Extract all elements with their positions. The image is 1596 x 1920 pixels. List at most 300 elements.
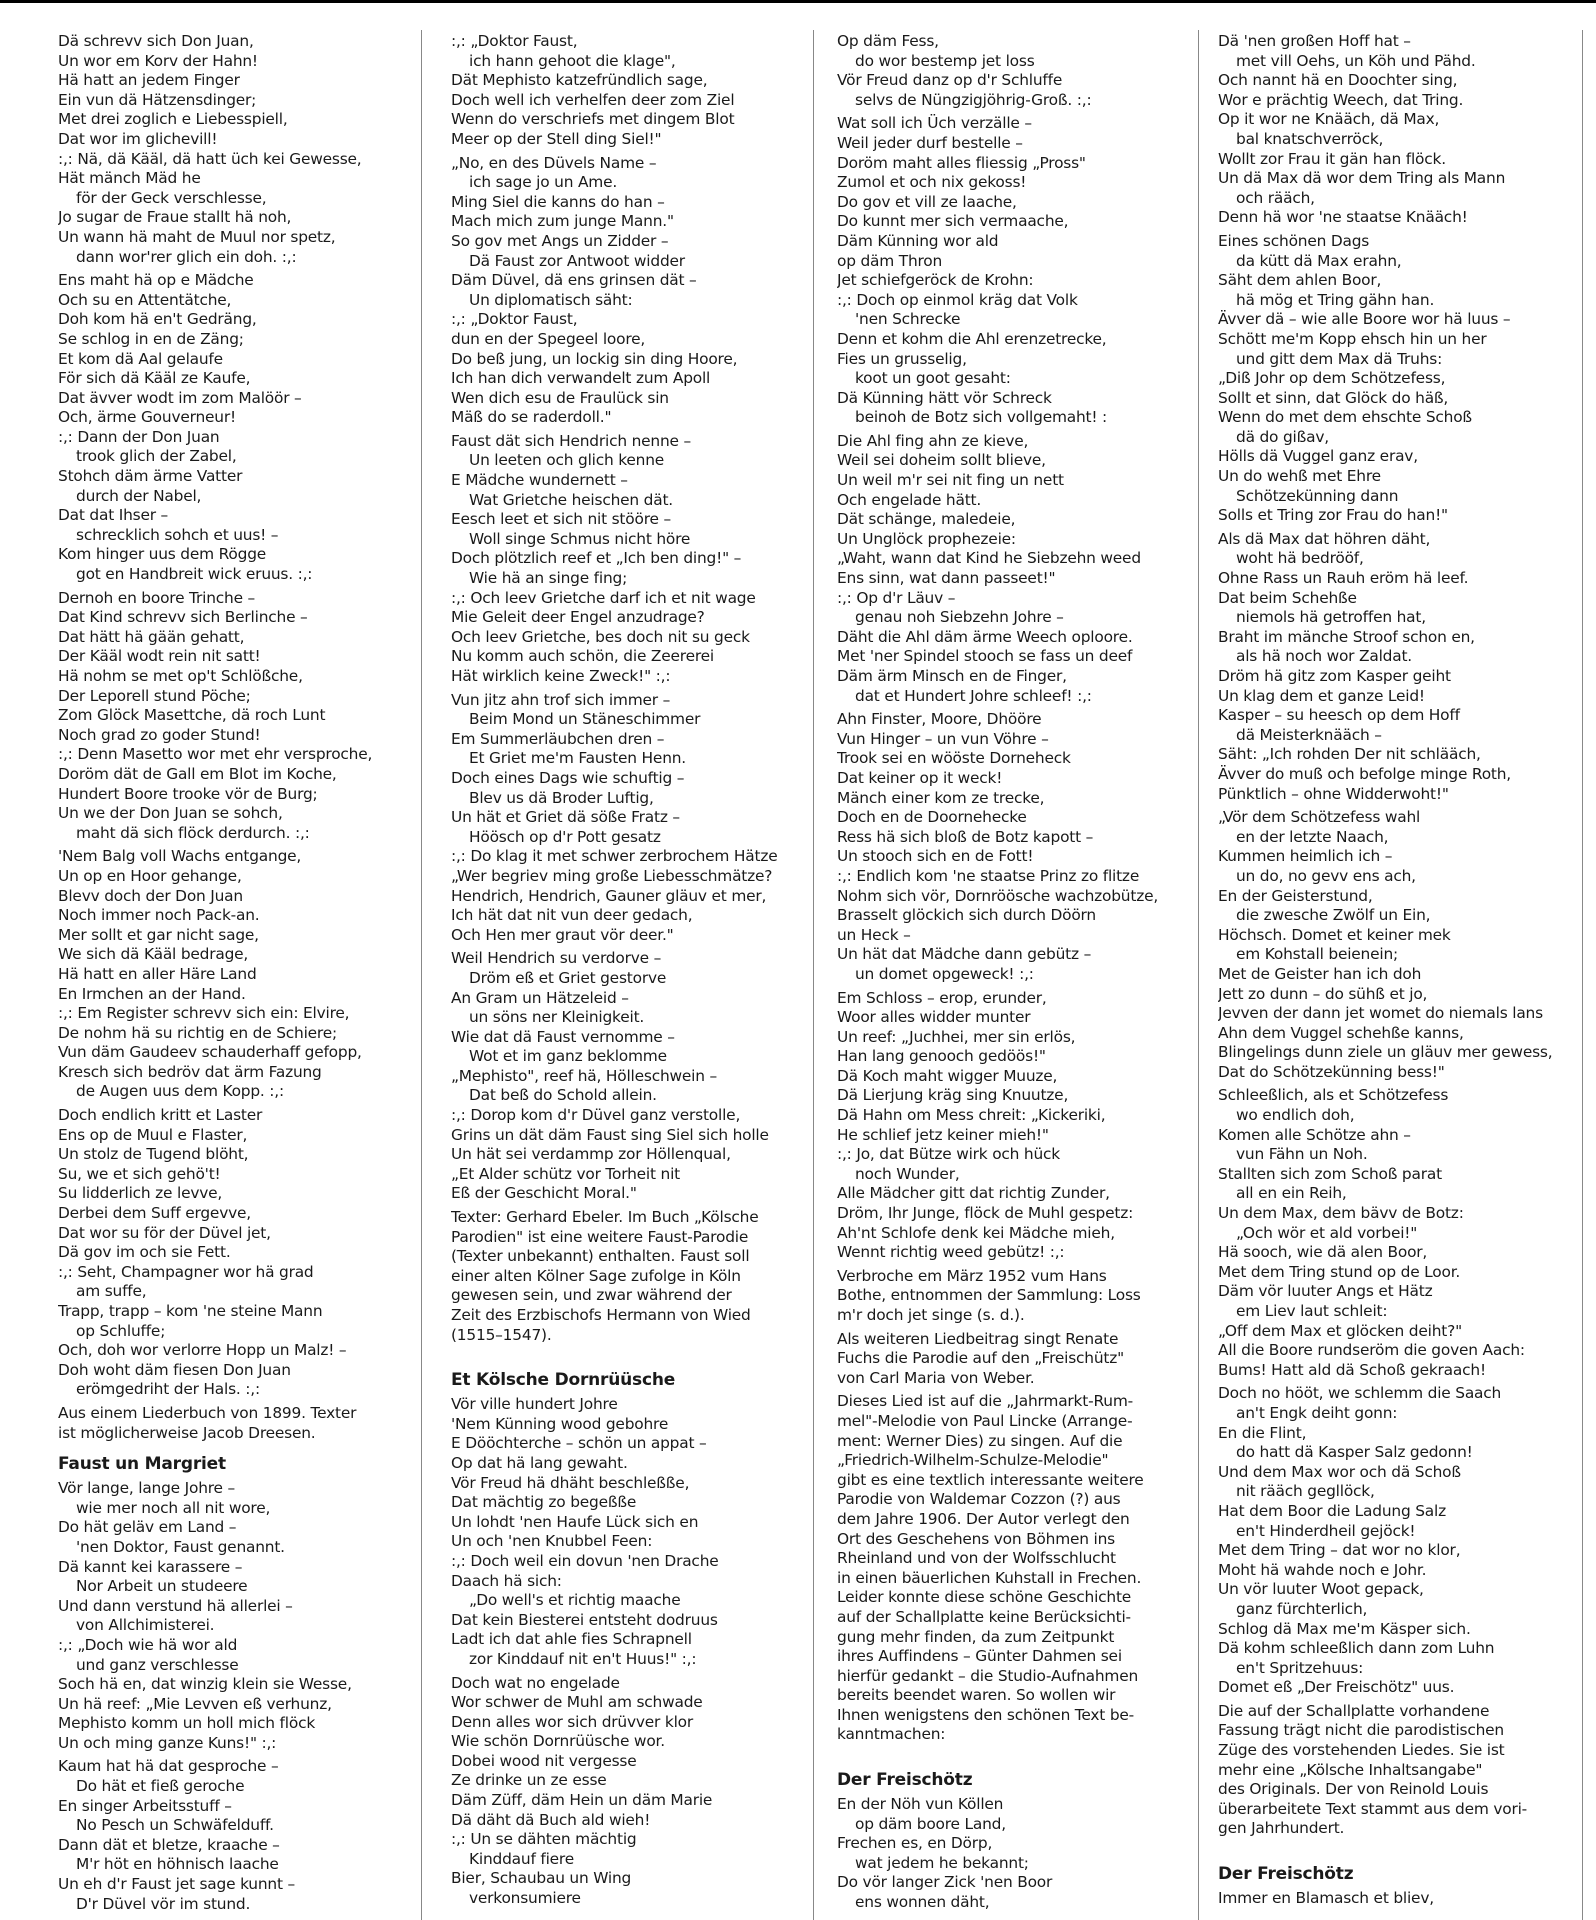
verse-line: Un op en Hoor gehange, (58, 866, 242, 885)
verse-line: Met de Geister han ich doh (1218, 964, 1422, 983)
verse-line: Mäß do se raderdoll." (451, 408, 612, 427)
prose-line: hierfür gedankt – die Studio-Aufnahmen (837, 1666, 1139, 1685)
verse-line: Däm Düvel, dä ens grinsen dät – (451, 271, 697, 290)
verse-line: Ming Siel die kanns do han – (451, 192, 665, 211)
verse-line: un do, no gevv ens ach, (1236, 866, 1416, 885)
verse-line: Un wann hä maht de Muul nor spetz, (58, 227, 336, 246)
verse-line: Beim Mond un Stäneschimmer (469, 710, 701, 729)
prose-line: ment: Werner Dies) zu singen. Auf die (837, 1431, 1123, 1450)
verse-line: Doröm maht alles fliessig „Pross" (837, 153, 1086, 172)
verse-line: Un Unglöck prophezeie: (837, 529, 1016, 548)
verse-line: Un och 'nen Knubbel Feen: (451, 1532, 653, 1551)
verse-line: Mänch einer kom ze trecke, (837, 788, 1045, 807)
verse-line: Dä däht dä Buch ald wieh! (451, 1810, 651, 1829)
verse-line: Dernoh en boore Trinche – (58, 588, 256, 607)
prose-line: in einen bäuerlichen Kuhstall in Frechen. (837, 1568, 1142, 1587)
verse-stanza (1218, 1384, 1558, 1698)
verse-line: Hölls dä Vuggel ganz erav, (1218, 447, 1418, 466)
verse-stanza (1218, 530, 1558, 804)
verse-line: Doch no hööt, we schlemm die Saach (1218, 1384, 1502, 1403)
verse-line: Meer op der Stell ding Siel!" (451, 129, 662, 148)
verse-line: Un stolz de Tugend blöht, (58, 1145, 249, 1164)
verse-line: Och, doh wor verlorre Hopp un Malz! – (58, 1341, 347, 1360)
verse-line: do wor bestemp jet loss (855, 51, 1035, 70)
prose-line: Ihnen wenigstens den schönen Text be- (837, 1705, 1135, 1724)
verse-line: Und dann verstund hä allerlei – (58, 1596, 293, 1615)
verse-line: Jo sugar de Fraue stallt hä noh, (58, 208, 292, 227)
prose-line: kanntmachen: (837, 1725, 946, 1744)
verse-line: Un wor em Korv der Hahn! (58, 51, 258, 70)
verse-line: Brasselt glöckich sich durch Döörn (837, 906, 1096, 925)
verse-line: Dä Hahn om Mess chreit: „Kickeriki, (837, 1106, 1106, 1125)
verse-line: Wot et im ganz beklomme (469, 1047, 667, 1066)
verse-line: E Mädche wundernett – (451, 471, 628, 490)
prose-line: ist möglicherweise Jacob Dreesen. (58, 1423, 316, 1442)
verse-line: Em Schloss – erop, erunder, (837, 988, 1047, 1007)
verse-line: trook glich der Zabel, (76, 447, 237, 466)
verse-line: zor Kinddauf nit en't Huus!" :,: (469, 1649, 697, 1668)
verse-line: Kasper – su heesch op dem Hoff (1218, 706, 1460, 725)
prose-line: Ort des Geschehens von Böhmen ins (837, 1529, 1115, 1548)
verse-line: Mach mich zum junge Mann." (451, 212, 674, 231)
verse-line: noch Wunder, (855, 1164, 960, 1183)
verse-line: Blevv doch der Don Juan (58, 886, 243, 905)
prose-line: Dieses Lied ist auf die „Jahrmarkt-Rum- (837, 1392, 1133, 1411)
verse-line: Ävver dä – wie alle Boore wor hä luus – (1218, 310, 1511, 329)
prose-line: Verbroche em März 1952 vum Hans (837, 1266, 1107, 1285)
verse-line: Un vör luuter Woot gepack, (1218, 1580, 1424, 1599)
verse-line: Doch well ich verhelfen deer zom Ziel (451, 90, 735, 109)
verse-line: Ein vun dä Hätzensdinger; (58, 90, 257, 109)
verse-line: Ress hä sich bloß de Botz kapott – (837, 827, 1094, 846)
verse-line: Un dä Max dä wor dem Tring als Mann (1218, 169, 1506, 188)
verse-line: 'Nem Balg voll Wachs entgange, (58, 847, 302, 866)
verse-line: :,: Jo, dat Bütze wirk och hück (837, 1145, 1061, 1164)
verse-line: Solls et Tring zor Frau do han!" (1218, 506, 1448, 525)
verse-line: Ävver do muß och befolge minge Roth, (1218, 764, 1511, 783)
verse-line: Un och ming ganze Kuns!" :,: (58, 1733, 277, 1752)
verse-line: Braht im mänche Stroof schon en, (1218, 627, 1475, 646)
verse-line: op däm boore Land, (855, 1814, 1006, 1833)
verse-line: Vör Freud hä dhäht beschleßße, (451, 1473, 690, 1492)
verse-line: D'r Düvel vör im stund. (76, 1894, 251, 1913)
verse-line: Dat beß do Schold allein. (469, 1086, 657, 1105)
verse-line: Un reef: „Juchhei, mer sin erlös, (837, 1027, 1076, 1046)
verse-line: Und dem Max wor och dä Schoß (1218, 1462, 1461, 1481)
verse-line: got en Handbreit wick eruus. :,: (76, 565, 313, 584)
verse-line: Eß der Geschicht Moral." (451, 1184, 637, 1203)
verse-line: ens wonnen däht, (855, 1893, 990, 1912)
verse-line: Däm Züff, däm Hein un däm Marie (451, 1791, 713, 1810)
verse-line: En singer Arbeitsstuff – (58, 1796, 232, 1815)
prose-line: (1515–1547). (451, 1325, 552, 1344)
verse-line: Wennt richtig weed gebütz! :,: (837, 1243, 1065, 1262)
verse-line: Dä Künning hätt vör Schreck (837, 388, 1052, 407)
prose-line: auf der Schallplatte keine Berücksichti- (837, 1607, 1131, 1626)
verse-line: Hä hatt an jedem Finger (58, 71, 240, 90)
verse-line: und gitt dem Max dä Truhs: (1236, 349, 1443, 368)
verse-line: För sich dä Kääl ze Kaufe, (58, 369, 251, 388)
verse-stanza (837, 32, 1177, 110)
prose-note (1218, 1702, 1558, 1839)
verse-line: Se schlog in en de Zäng; (58, 329, 244, 348)
verse-line: nit rääch gegllöck, (1236, 1482, 1375, 1501)
verse-line: E Dööchterche – schön un appat – (451, 1434, 707, 1453)
verse-line: da kütt dä Max erahn, (1236, 251, 1402, 270)
verse-stanza (58, 1106, 398, 1400)
verse-line: Och Hen mer graut vör deer." (451, 925, 674, 944)
verse-stanza (451, 1674, 791, 1909)
verse-stanza (1218, 232, 1558, 526)
verse-line: Dat kein Biesterei entsteht dodruus (451, 1610, 718, 1629)
verse-line: Hä sooch, wie dä alen Boor, (1218, 1243, 1428, 1262)
verse-line: Dä Faust zor Antwoot widder (469, 251, 685, 270)
prose-line: Züge des vorstehenden Liedes. Sie ist (1218, 1741, 1505, 1760)
prose-line: Parodie von Waldemar Cozzon (?) aus (837, 1490, 1121, 1509)
verse-line: Denn alles wor sich drüvver klor (451, 1712, 693, 1731)
verse-line: Vör lange, lange Johre – (58, 1479, 236, 1498)
verse-line: Denn hä wor 'ne staatse Knääch! (1218, 208, 1468, 227)
verse-line: Dröm, Ihr Junge, flöck de Muhl gespetz: (837, 1204, 1134, 1223)
verse-line: Dä 'nen großen Hoff hat – (1218, 32, 1411, 50)
verse-line: bal knatschverröck, (1236, 129, 1384, 148)
verse-line: Kom hinger uus dem Rögge (58, 545, 267, 564)
verse-line: :,: „Doch wie hä wor ald (58, 1635, 238, 1654)
verse-line: Dat beim Schehße (1218, 588, 1357, 607)
verse-line: Un weil m'r sei nit fing un nett (837, 471, 1064, 490)
section-heading: Et Kölsche Dornrüüsche (451, 1370, 676, 1391)
prose-line: des Originals. Der von Reinold Louis (1218, 1780, 1489, 1799)
verse-line: :,: Do klag it met schwer zerbrochem Hätze (451, 847, 778, 866)
verse-line: Ich han dich verwandelt zum Apoll (451, 369, 711, 388)
verse-stanza (837, 1795, 1177, 1913)
section-heading: Der Freischötz (1218, 1864, 1354, 1885)
verse-line: Hät wirklich keine Zweck!" :,: (451, 667, 671, 685)
verse-line: :,: Doch weil ein dovun 'nen Drache (451, 1551, 719, 1570)
verse-line: Die Ahl fing ahn ze kieve, (837, 431, 1029, 450)
verse-line: Höchsch. Domet et keiner mek (1218, 925, 1451, 944)
verse-line: Dat keiner op it weck! (837, 768, 1003, 787)
verse-line: Och su en Attentätche, (58, 290, 232, 309)
verse-line: Nor Arbeit un studeere (76, 1577, 248, 1596)
verse-line: Ahn dem Vuggel schehße kanns, (1218, 1023, 1464, 1042)
verse-line: en der letzte Naach, (1236, 827, 1389, 846)
verse-line: Vun jitz ahn trof sich immer – (451, 690, 671, 709)
verse-line: Ens op de Muul e Flaster, (58, 1125, 248, 1144)
verse-stanza (58, 847, 398, 1102)
verse-stanza (1218, 32, 1558, 228)
verse-line: Un stooch sich en de Fott! (837, 847, 1034, 866)
verse-line: wie mer noch all nit wore, (76, 1498, 271, 1517)
verse-line: als hä noch wor Zaldat. (1236, 647, 1412, 666)
verse-line: „Vör dem Schötzefess wahl (1218, 808, 1421, 827)
verse-line: „Och wör et ald vorbei!" (1236, 1223, 1418, 1242)
verse-line: Do gov et vill ze laache, (837, 192, 1017, 211)
verse-line: Dat dat Ihser – (58, 506, 169, 525)
verse-stanza (58, 1479, 398, 1753)
verse-stanza (451, 1395, 791, 1669)
verse-line: niemols hä getroffen hat, (1236, 608, 1426, 627)
verse-line: Dät schänge, maledeie, (837, 510, 1016, 529)
verse-line: Blingelings dunn ziele un gläuv mer gewess, (1218, 1043, 1553, 1062)
column-divider (1582, 30, 1583, 1920)
verse-line: Un leeten och glich kenne (469, 451, 665, 470)
verse-line: Ens sinn, wat dann passeet!" (837, 569, 1056, 588)
verse-line: dat et Hundert Johre schleef! :,: (855, 686, 1092, 705)
verse-line: ich hann gehoot die klage", (469, 51, 676, 70)
verse-line: Däm Künning wor ald (837, 231, 999, 250)
prose-line: Rheinland und von der Wolfsschlucht (837, 1549, 1116, 1568)
verse-line: dä do gißav, (1236, 427, 1329, 446)
prose-line: dem Jahre 1906. Der Autor verlegt den (837, 1509, 1130, 1528)
verse-line: Wat soll ich Üch verzälle – (837, 114, 1032, 133)
verse-line: Un hä reef: „Mie Levven eß verhunz, (58, 1694, 332, 1713)
verse-line: Wor schwer de Muhl am schwade (451, 1693, 703, 1712)
verse-line: Dröm eß et Griet gestorve (469, 968, 667, 987)
verse-line: Un diplomatisch säht: (469, 290, 633, 309)
verse-line: Höösch op d'r Pott gesatz (469, 827, 661, 846)
verse-line: Su, we et sich gehö't! (58, 1164, 221, 1183)
verse-line: No Pesch un Schwäfelduff. (76, 1816, 274, 1835)
verse-line: 'Nem Künning wood gebohre (451, 1414, 669, 1433)
verse-line: Och engelade hätt. (837, 490, 982, 509)
verse-line: Och nannt hä en Doochter sing, (1218, 71, 1458, 90)
verse-line: Bums! Hatt ald dä Schoß gekraach! (1218, 1360, 1486, 1379)
verse-stanza (837, 710, 1177, 984)
verse-line: He schlief jetz keiner mieh!" (837, 1125, 1049, 1144)
prose-line: gibt es eine textlich interessante weitere (837, 1470, 1144, 1489)
verse-line: :,: Op d'r Läuv – (837, 588, 956, 607)
verse-line: em Kohstall beienein; (1236, 945, 1399, 964)
verse-line: un domet opgeweck! :,: (855, 964, 1034, 983)
verse-line: Ens maht hä op e Mädche (58, 271, 254, 290)
verse-line: Als dä Max dat höhren däht, (1218, 529, 1431, 548)
verse-line: Doch plötzlich reef et „Ich ben ding!" – (451, 549, 742, 568)
prose-line: gen Jahrhundert. (1218, 1819, 1345, 1838)
prose-line: Die auf der Schallplatte vorhandene (1218, 1701, 1490, 1720)
prose-note (451, 1208, 791, 1345)
verse-line: Däm vör luuter Angs et Hätz (1218, 1282, 1433, 1301)
verse-stanza (451, 32, 791, 150)
verse-line: Un klag dem et ganze Leid! (1218, 686, 1425, 705)
verse-line: för der Geck verschlesse, (76, 188, 267, 207)
verse-line: Ohne Rass un Rauh eröm hä leef. (1218, 569, 1469, 588)
verse-line: Faust dät sich Hendrich nenne – (451, 431, 691, 450)
verse-line: An Gram un Hätzeleid – (451, 988, 629, 1007)
verse-line: Do kunnt mer sich vermaache, (837, 212, 1069, 231)
verse-line: Em Summerläubchen dren – (451, 729, 665, 748)
verse-line: Weil Hendrich su verdorve – (451, 949, 662, 968)
section-heading: Der Freischötz (837, 1770, 973, 1791)
verse-line: Su lidderlich ze levve, (58, 1184, 223, 1203)
verse-line: Der Kääl wodt rein nit satt! (58, 647, 261, 666)
verse-line: an't Engk deiht gonn: (1236, 1403, 1398, 1422)
verse-line: Pünktlich – ohne Widderwoht!" (1218, 784, 1449, 803)
text-column-3 (837, 32, 1177, 1918)
verse-line: Vör Freud danz op d'r Schluffe (837, 71, 1063, 90)
prose-note (837, 1267, 1177, 1326)
text-column-4 (1218, 32, 1558, 1918)
verse-line: Wenn do met dem ehschte Schoß (1218, 408, 1472, 427)
verse-line: Doch endlich kritt et Laster (58, 1106, 263, 1125)
verse-line: Komen alle Schötze ahn – (1218, 1125, 1411, 1144)
prose-line: gewesen sein, und zwar während der (451, 1286, 732, 1305)
verse-line: Vun Hinger – un vun Vöhre – (837, 729, 1049, 748)
column-divider (421, 30, 422, 1920)
verse-line: En Irmchen an der Hand. (58, 984, 246, 1003)
verse-line: Stallten sich zom Schoß parat (1218, 1164, 1442, 1183)
verse-line: Kummen heimlich ich – (1218, 847, 1393, 866)
prose-line: (Texter unbekannt) enthalten. Faust soll (451, 1247, 750, 1266)
verse-line: Jett zo dunn – do sühß et jo, (1218, 984, 1428, 1003)
verse-line: „Do well's et richtig maache (469, 1591, 681, 1610)
verse-line: Weil jeder durf bestelle – (837, 133, 1023, 152)
verse-line: En die Flint, (1218, 1423, 1307, 1442)
verse-line: Dobei wood nit vergesse (451, 1751, 637, 1770)
verse-line: Mie Geleit deer Engel anzudrage? (451, 608, 705, 627)
verse-line: verkonsumiere (469, 1889, 581, 1908)
verse-line: Et kom dä Aal gelaufe (58, 349, 223, 368)
verse-line: Denn et kohm die Ahl erenzetrecke, (837, 329, 1107, 348)
prose-line: „Friedrich-Wilhelm-Schulze-Melodie" (837, 1451, 1109, 1470)
verse-line: wo endlich doh, (1236, 1106, 1355, 1125)
verse-line: Met dem Tring stund op de Loor. (1218, 1262, 1461, 1281)
verse-line: met vill Oehs, un Köh und Pähd. (1236, 51, 1476, 70)
verse-line: Dä schrevv sich Don Juan, (58, 32, 254, 50)
verse-line: Dät Mephisto katzefründlich sage, (451, 71, 708, 90)
verse-line: :,: Endlich kom 'ne staatse Prinz zo flitze (837, 866, 1140, 885)
prose-line: Bothe, entnommen der Sammlung: Loss (837, 1286, 1141, 1305)
verse-line: Mer sollt et gar nicht sage, (58, 925, 259, 944)
verse-line: koot un goot gesaht: (855, 369, 1011, 388)
verse-line: Hä nohm se met op't Schlößche, (58, 667, 303, 685)
verse-line: Schleeßlich, als et Schötzefess (1218, 1086, 1449, 1105)
verse-line: Hendrich, Hendrich, Gauner gläuv et mer, (451, 886, 767, 905)
verse-line: en't Hinderdheil gejöck! (1236, 1521, 1416, 1540)
verse-line: Dat do Schötzekünning bess!" (1218, 1062, 1445, 1081)
verse-line: Do hät et fieß geroche (76, 1777, 245, 1796)
prose-line: mehr eine „Kölsche Inhaltsangabe" (1218, 1760, 1483, 1779)
verse-stanza (837, 432, 1177, 706)
verse-line: :,: Seht, Champagner wor hä grad (58, 1262, 314, 1281)
verse-line: Do hät geläv em Land – (58, 1518, 237, 1537)
verse-line: von Allchimisterei. (76, 1616, 215, 1635)
verse-stanza (837, 114, 1177, 428)
verse-line: erömgedriht der Hals. :,: (76, 1380, 260, 1399)
verse-line: och rääch, (1236, 188, 1315, 207)
verse-line: Jevven der dann jet womet do niemals lans (1218, 1004, 1543, 1023)
verse-stanza (1218, 1889, 1558, 1909)
text-column-2 (451, 32, 791, 1918)
verse-line: Dat hätt hä gään gehatt, (58, 627, 245, 646)
verse-line: Op dat hä lang gewaht. (451, 1453, 628, 1472)
verse-line: Wie schön Dornrüüsche wor. (451, 1732, 665, 1751)
column-divider (1198, 30, 1199, 1920)
verse-line: beinoh de Botz sich vollgemaht! : (855, 408, 1108, 427)
verse-line: Och, ärme Gouverneur! (58, 408, 236, 427)
verse-line: Wollt zor Frau it gän han flöck. (1218, 149, 1446, 168)
verse-line: „Off dem Max et glöcken deiht?" (1218, 1321, 1462, 1340)
prose-line: gung mehr finden, da zum Zeitpunkt (837, 1627, 1115, 1646)
verse-line: Wor e prächtig Weech, dat Tring. (1218, 90, 1464, 109)
verse-line: „Mephisto", reef hä, Hölleschwein – (451, 1066, 717, 1085)
verse-line: :,: Em Register schrevv sich ein: Elvire, (58, 1004, 350, 1023)
verse-line: Met drei zoglich e Liebesspiell, (58, 110, 288, 129)
verse-line: vun Fähn un Noh. (1236, 1145, 1368, 1164)
verse-line: „Wer begriev ming große Liebesschmätze? (451, 866, 773, 885)
verse-line: Dä Lierjung kräg sing Knuutze, (837, 1086, 1069, 1105)
top-rule (0, 0, 1596, 3)
prose-line: Zeit des Erzbischofs Hermann von Wied (451, 1306, 751, 1324)
verse-line: Soch hä en, dat winzig klein sie Wesse, (58, 1675, 352, 1694)
verse-line: Doch en de Doornehecke (837, 808, 1027, 827)
verse-line: Dat mächtig zo begeßße (451, 1493, 637, 1512)
verse-line: Un hät dat Mädche dann gebütz – (837, 945, 1092, 964)
verse-line: durch der Nabel, (76, 486, 202, 505)
verse-line: Kaum hat hä dat gesproche – (58, 1757, 279, 1776)
verse-line: Schlog dä Max me'm Käsper sich. (1218, 1619, 1471, 1638)
verse-line: Säht: „Ich rohden Der nit schlääch, (1218, 745, 1481, 764)
verse-line: Dä gov im och sie Fett. (58, 1243, 231, 1262)
verse-line: Bier, Schaubau un Wing (451, 1869, 632, 1888)
verse-line: Doh woht däm fiesen Don Juan (58, 1360, 291, 1379)
verse-line: Jet schiefgeröck de Krohn: (837, 271, 1034, 290)
prose-line: Leider konnte diese schöne Geschichte (837, 1588, 1132, 1607)
verse-line: Nu komm auch schön, die Zeererei (451, 647, 714, 666)
verse-stanza (451, 154, 791, 428)
verse-line: Wen dich esu de Fraulück sin (451, 388, 669, 407)
verse-line: Ah'nt Schlofe denk kei Mädche mieh, (837, 1223, 1115, 1242)
verse-line: Weil sei doheim sollt blieve, (837, 451, 1046, 470)
verse-line: Dat ävver wodt im zom Malöör – (58, 388, 302, 407)
verse-line: De nohm hä su richtig en de Schiere; (58, 1023, 337, 1042)
verse-line: Däm ärm Minsch en de Finger, (837, 667, 1067, 685)
verse-line: 'nen Doktor, Faust genannt. (76, 1537, 285, 1556)
verse-line: Doch eines Dags wie schuftig – (451, 768, 685, 787)
verse-line: „Et Alder schütz vor Torheit nit (451, 1164, 680, 1183)
verse-line: Do beß jung, un lockig sin ding Hoore, (451, 349, 738, 368)
verse-line: Un lohdt 'nen Haufe Lück sich en (451, 1512, 699, 1531)
verse-line: Säht dem ahlen Boor, (1218, 271, 1382, 290)
verse-line: :,: Och leev Grietche darf ich et nit wage (451, 588, 756, 607)
verse-line: :,: Denn Masetto wor met ehr versproche, (58, 745, 373, 764)
verse-line: Doch wat no engelade (451, 1673, 620, 1692)
verse-line: Ahn Finster, Moore, Dhööre (837, 710, 1042, 729)
verse-line: Alle Mädcher gitt dat richtig Zunder, (837, 1184, 1110, 1203)
verse-line: :,: Dann der Don Juan (58, 427, 220, 446)
verse-line: dann wor'rer glich ein doh. :,: (76, 247, 297, 266)
verse-line: Hät mänch Mäd he (58, 169, 201, 188)
verse-line: Hat dem Boor die Ladung Salz (1218, 1501, 1446, 1520)
verse-stanza (837, 989, 1177, 1263)
verse-line: Moht hä wahde noch e Johr. (1218, 1560, 1427, 1579)
verse-stanza (58, 271, 398, 585)
verse-line: :,: Doch op einmol kräg dat Volk (837, 290, 1078, 309)
prose-line: überarbeitete Text stammt aus dem vori- (1218, 1799, 1528, 1818)
verse-line: „No, en des Düvels Name – (451, 153, 657, 172)
verse-line: :,: „Doktor Faust, (451, 32, 578, 50)
verse-line: ganz fürchterlich, (1236, 1599, 1368, 1618)
verse-stanza (1218, 1086, 1558, 1380)
verse-stanza (58, 1757, 398, 1914)
verse-line: Doh kom hä en't Gedräng, (58, 310, 257, 329)
verse-line: „Diß Johr op dem Schötzefess, (1218, 369, 1446, 388)
verse-line: :,: Nä, dä Kääl, dä hatt üch kei Gewesse, (58, 149, 362, 168)
prose-note (837, 1392, 1177, 1745)
verse-stanza (451, 691, 791, 946)
verse-line: hä mög et Tring gähn han. (1236, 290, 1435, 309)
verse-stanza (58, 32, 398, 267)
